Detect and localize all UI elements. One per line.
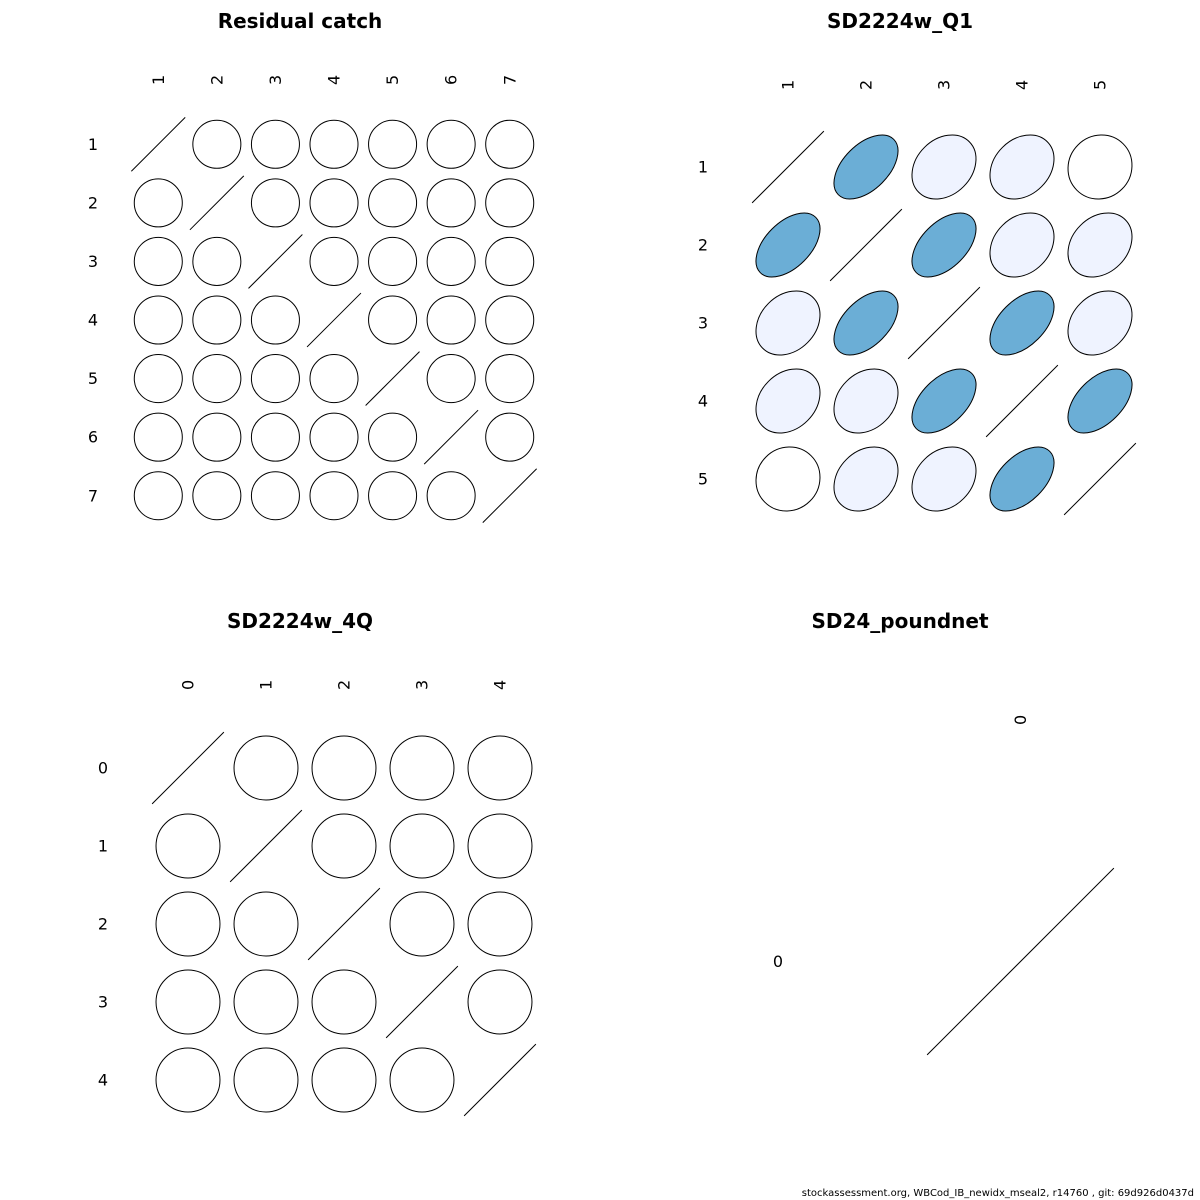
panel-title: SD2224w_Q1 [826, 9, 974, 33]
row-label: 1 [87, 134, 99, 154]
correlation-ellipse [183, 462, 251, 530]
correlation-ellipse [977, 122, 1067, 212]
row-label: 7 [87, 486, 99, 506]
correlation-ellipse [359, 110, 427, 178]
correlation-ellipse [124, 403, 192, 471]
corr-panel-3 [98, 609, 545, 1125]
correlation-ellipse [143, 957, 233, 1047]
diagonal-mark [190, 176, 244, 230]
diagonal-mark [830, 209, 902, 281]
correlation-ellipse [300, 345, 368, 413]
correlation-ellipse [1055, 200, 1145, 290]
correlation-ellipse [300, 169, 368, 237]
diagonal-mark [152, 732, 224, 804]
correlation-ellipse [476, 227, 544, 295]
correlation-ellipse [359, 169, 427, 237]
footer-credit: stockassessment.org, WBCod_IB_newidx_mseal2, r14760 , git: 69d926d0437d [801, 1188, 1194, 1199]
correlation-ellipse [417, 169, 485, 237]
column-label: 1 [256, 679, 276, 690]
correlation-ellipse [455, 801, 545, 891]
diagonal-mark [248, 234, 302, 288]
row-label: 1 [697, 157, 709, 177]
correlation-ellipse [455, 879, 545, 969]
correlation-ellipse [124, 169, 192, 237]
row-label: 1 [97, 836, 109, 856]
correlation-ellipse [743, 434, 833, 524]
correlation-ellipse [124, 345, 192, 413]
correlation-ellipse [476, 286, 544, 354]
correlation-ellipse [300, 110, 368, 178]
correlation-ellipse [1055, 122, 1145, 212]
correlation-ellipse [241, 110, 309, 178]
correlation-ellipse [417, 462, 485, 530]
column-label: 1 [148, 74, 168, 85]
correlation-ellipse [743, 278, 833, 368]
column-label: 0 [1011, 714, 1031, 725]
correlation-ellipse [241, 169, 309, 237]
corr-panel-1 [88, 9, 544, 530]
correlation-ellipse [417, 110, 485, 178]
correlation-ellipse [821, 434, 911, 524]
correlation-ellipse [300, 462, 368, 530]
panel-title: SD2224w_4Q [226, 609, 374, 633]
column-label: 2 [856, 79, 876, 90]
correlation-ellipse [143, 879, 233, 969]
diagonal-mark [483, 469, 537, 523]
correlation-ellipse [1056, 357, 1143, 444]
correlation-ellipse [143, 801, 233, 891]
diagonal-mark [308, 888, 380, 960]
correlation-ellipse [978, 279, 1065, 366]
correlation-ellipse [455, 723, 545, 813]
column-label: 2 [207, 74, 227, 85]
column-label: 3 [934, 79, 954, 90]
diagonal-mark [908, 287, 980, 359]
correlation-ellipse [359, 286, 427, 354]
row-label: 3 [697, 313, 709, 333]
correlation-ellipse [417, 345, 485, 413]
correlation-ellipse [299, 801, 389, 891]
column-label: 5 [383, 74, 403, 85]
correlation-ellipse [359, 227, 427, 295]
correlation-ellipse [377, 801, 467, 891]
correlation-ellipse [417, 227, 485, 295]
correlation-ellipse [977, 200, 1067, 290]
row-label: 5 [697, 469, 709, 489]
correlation-ellipse [900, 201, 987, 288]
correlation-ellipse [241, 403, 309, 471]
diagonal-mark [131, 117, 185, 171]
correlation-ellipse [899, 434, 989, 524]
correlation-ellipse [377, 723, 467, 813]
row-label: 5 [87, 369, 99, 389]
row-label: 3 [87, 252, 99, 272]
column-label: 6 [441, 74, 461, 85]
column-label: 4 [324, 74, 344, 85]
correlation-ellipse [455, 957, 545, 1047]
correlation-ellipse [183, 345, 251, 413]
row-label: 4 [87, 310, 99, 330]
correlation-ellipse [241, 286, 309, 354]
correlation-ellipse [821, 356, 911, 446]
correlation-ellipse [743, 356, 833, 446]
column-label: 5 [1090, 79, 1110, 90]
row-label: 2 [697, 235, 709, 255]
row-label: 2 [87, 193, 99, 213]
correlation-ellipse [417, 286, 485, 354]
correlation-ellipse [299, 957, 389, 1047]
diagonal-mark [986, 365, 1058, 437]
correlation-ellipse [300, 227, 368, 295]
diagonal-mark [230, 810, 302, 882]
correlation-ellipse [476, 110, 544, 178]
correlation-ellipse [1055, 278, 1145, 368]
column-label: 1 [778, 79, 798, 90]
correlation-ellipse [476, 403, 544, 471]
correlation-ellipse [183, 403, 251, 471]
diagonal-mark [386, 966, 458, 1038]
diagonal-mark [927, 868, 1114, 1055]
correlation-ellipse [299, 1035, 389, 1125]
correlation-ellipse [900, 357, 987, 444]
correlation-ellipse [221, 723, 311, 813]
correlation-ellipse [221, 879, 311, 969]
correlation-ellipse [476, 345, 544, 413]
correlation-ellipse [978, 435, 1065, 522]
column-label: 3 [266, 74, 286, 85]
correlation-ellipse [899, 122, 989, 212]
column-label: 0 [178, 679, 198, 690]
correlation-ellipse [143, 1035, 233, 1125]
corr-panel-4 [773, 609, 1114, 1055]
column-label: 7 [500, 74, 520, 85]
correlation-ellipse [744, 201, 831, 288]
correlation-ellipse [221, 957, 311, 1047]
row-label: 2 [97, 914, 109, 934]
corr-panel-2 [698, 9, 1145, 524]
diagonal-mark [307, 293, 361, 347]
correlation-ellipse [476, 169, 544, 237]
correlation-ellipse [241, 345, 309, 413]
column-label: 4 [1012, 79, 1032, 90]
correlation-ellipse [822, 279, 909, 366]
correlation-ellipse [822, 123, 909, 210]
correlation-ellipse [221, 1035, 311, 1125]
row-label: 3 [97, 992, 109, 1012]
row-label: 4 [97, 1070, 109, 1090]
correlation-ellipse [359, 403, 427, 471]
diagonal-mark [424, 410, 478, 464]
row-label: 0 [97, 758, 109, 778]
correlation-ellipse [359, 462, 427, 530]
column-label: 3 [412, 679, 432, 690]
row-label: 6 [87, 427, 99, 447]
diagonal-mark [752, 131, 824, 203]
correlation-ellipse [124, 462, 192, 530]
correlation-ellipse [183, 227, 251, 295]
correlation-ellipse [299, 723, 389, 813]
diagonal-mark [464, 1044, 536, 1116]
panel-title: Residual catch [217, 9, 383, 33]
row-label: 0 [772, 952, 784, 972]
correlation-ellipse [377, 879, 467, 969]
diagonal-mark [1064, 443, 1136, 515]
correlation-ellipse [183, 110, 251, 178]
correlation-ellipse [124, 227, 192, 295]
row-label: 4 [697, 391, 709, 411]
correlation-ellipse [183, 286, 251, 354]
diagonal-mark [366, 352, 420, 406]
column-label: 4 [490, 679, 510, 690]
correlation-ellipse [377, 1035, 467, 1125]
correlation-ellipse [241, 462, 309, 530]
correlation-ellipse [300, 403, 368, 471]
panel-title: SD24_poundnet [811, 609, 989, 633]
correlation-ellipse [124, 286, 192, 354]
column-label: 2 [334, 679, 354, 690]
